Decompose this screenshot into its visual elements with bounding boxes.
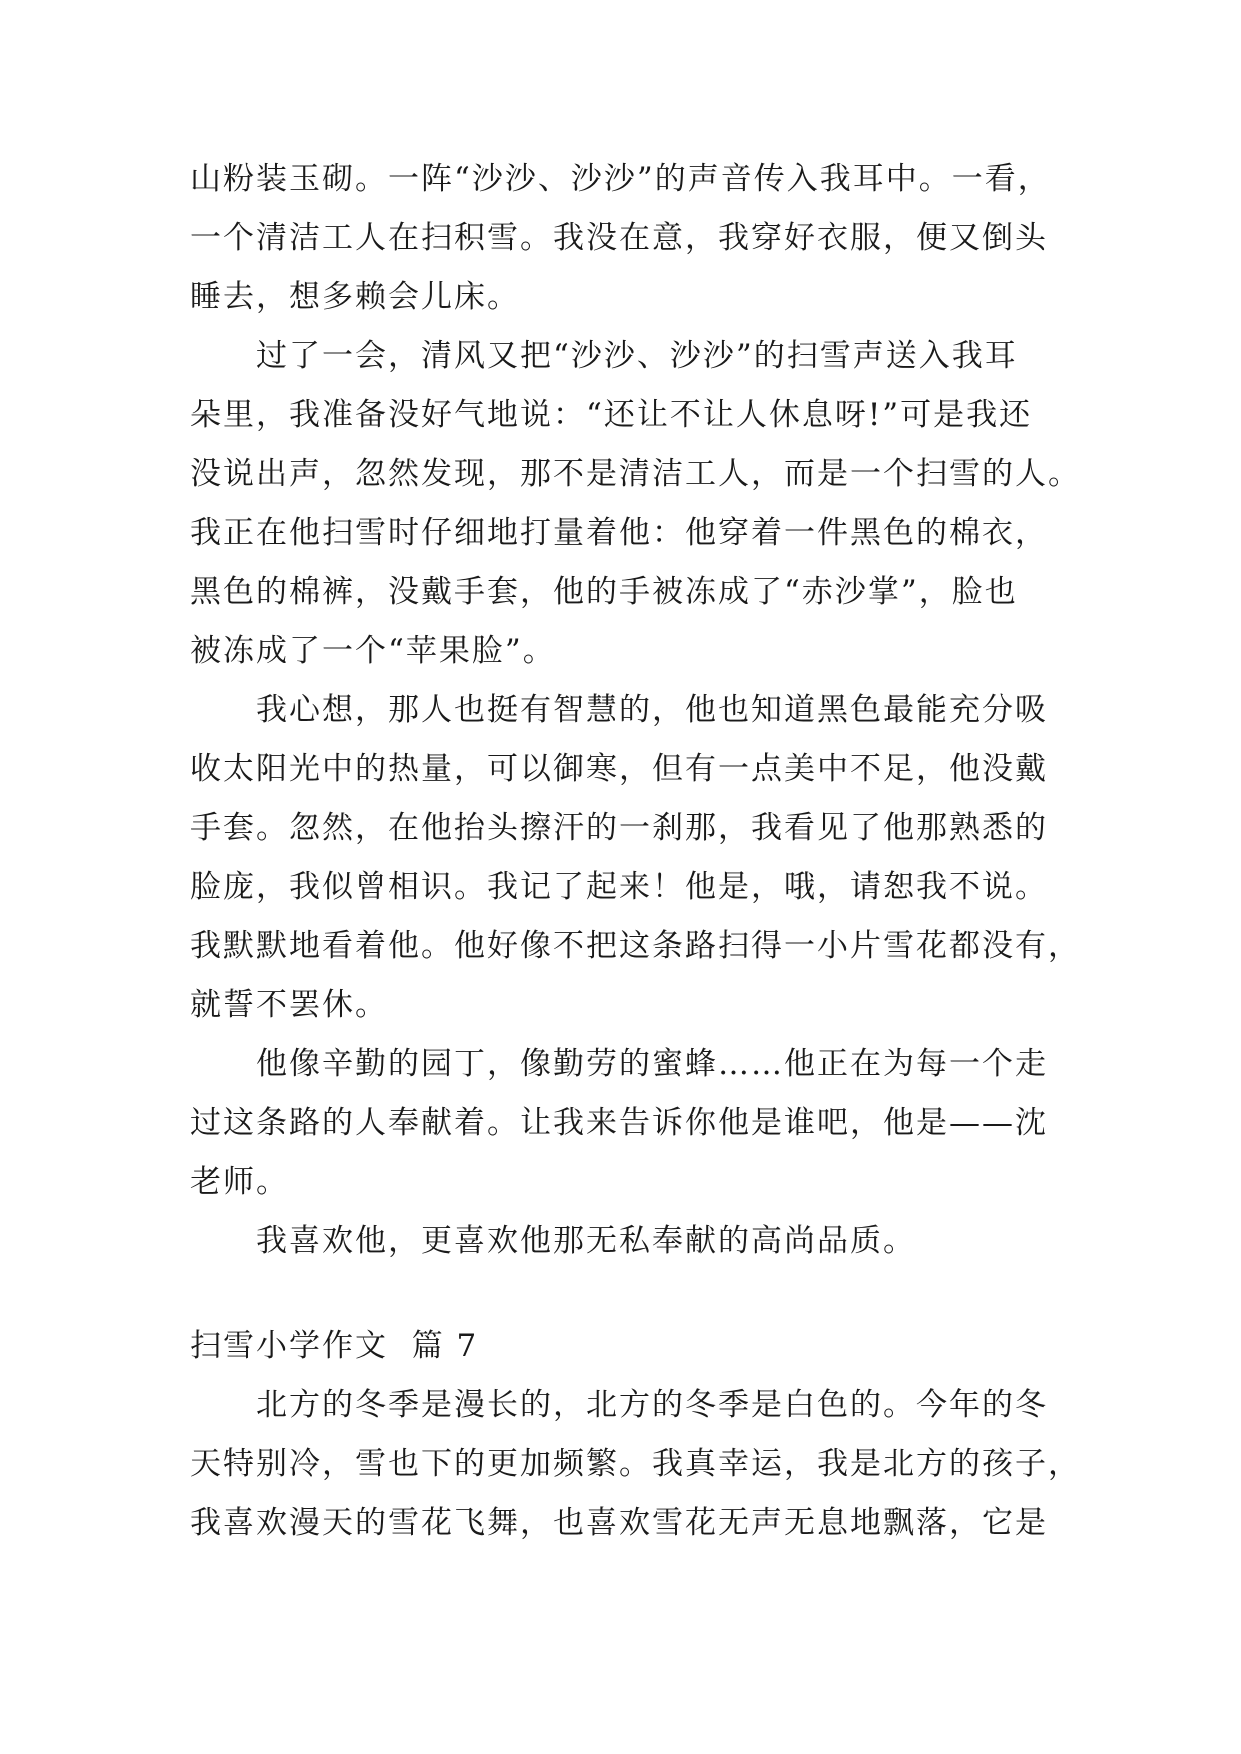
paragraph-1 — [190, 150, 1058, 327]
text-line: 老师。 — [190, 1164, 289, 1200]
text-line: 就誓不罢休。 — [190, 987, 388, 1023]
paragraph-2 — [190, 327, 1081, 681]
text-line: 过了一会，清风又把“沙沙、沙沙”的扫雪声送入我耳 — [256, 338, 1018, 374]
section-paragraph — [190, 1376, 1081, 1553]
text-line: 我正在他扫雪时仔细地打量着他：他穿着一件黑色的棉衣， — [190, 515, 1048, 551]
text-line: 天特别冷，雪也下的更加频繁。我真幸运，我是北方的孩子， — [190, 1446, 1081, 1482]
text-line: 山粉装玉砌。一阵“沙沙、沙沙”的声音传入我耳中。一看， — [190, 161, 1051, 197]
text-line: 被冻成了一个“苹果脸”。 — [190, 633, 556, 669]
text-line: 脸庞，我似曾相识。我记了起来！他是，哦，请恕我不说。 — [190, 869, 1048, 905]
text-line: 北方的冬季是漫长的，北方的冬季是白色的。今年的冬 — [256, 1387, 1048, 1423]
text-line: 我喜欢他，更喜欢他那无私奉献的高尚品质。 — [256, 1223, 916, 1259]
text-line: 朵里，我准备没好气地说：“还让不让人休息呀!”可是我还 — [190, 397, 1033, 433]
text-line: 睡去，想多赖会儿床。 — [190, 279, 520, 315]
paragraph-4 — [190, 1035, 1058, 1212]
section-heading — [190, 1317, 1058, 1376]
text-line: 我心想，那人也挺有智慧的，他也知道黑色最能充分吸 — [256, 692, 1048, 728]
document-body — [190, 150, 1081, 1553]
paragraph-3 — [190, 681, 1081, 1035]
text-line: 没说出声，忽然发现，那不是清洁工人，而是一个扫雪的人。 — [190, 456, 1081, 492]
text-line: 收太阳光中的热量，可以御寒，但有一点美中不足，他没戴 — [190, 751, 1048, 787]
text-line: 他像辛勤的园丁，像勤劳的蜜蜂……他正在为每一个走 — [256, 1046, 1048, 1082]
text-line: 一个清洁工人在扫积雪。我没在意，我穿好衣服，便又倒头 — [190, 220, 1048, 256]
section-heading-text: 扫雪小学作文 篇 7 — [190, 1328, 479, 1364]
paragraph-5 — [190, 1212, 1058, 1271]
text-line: 过这条路的人奉献着。让我来告诉你他是谁吧，他是——沈 — [190, 1105, 1048, 1141]
text-line: 我喜欢漫天的雪花飞舞，也喜欢雪花无声无息地飘落，它是 — [190, 1505, 1048, 1541]
text-line: 我默默地看着他。他好像不把这条路扫得一小片雪花都没有， — [190, 928, 1081, 964]
text-line: 手套。忽然，在他抬头擦汗的一刹那，我看见了他那熟悉的 — [190, 810, 1048, 846]
text-line: 黑色的棉裤，没戴手套，他的手被冻成了“赤沙掌”，脸也 — [190, 574, 1018, 610]
